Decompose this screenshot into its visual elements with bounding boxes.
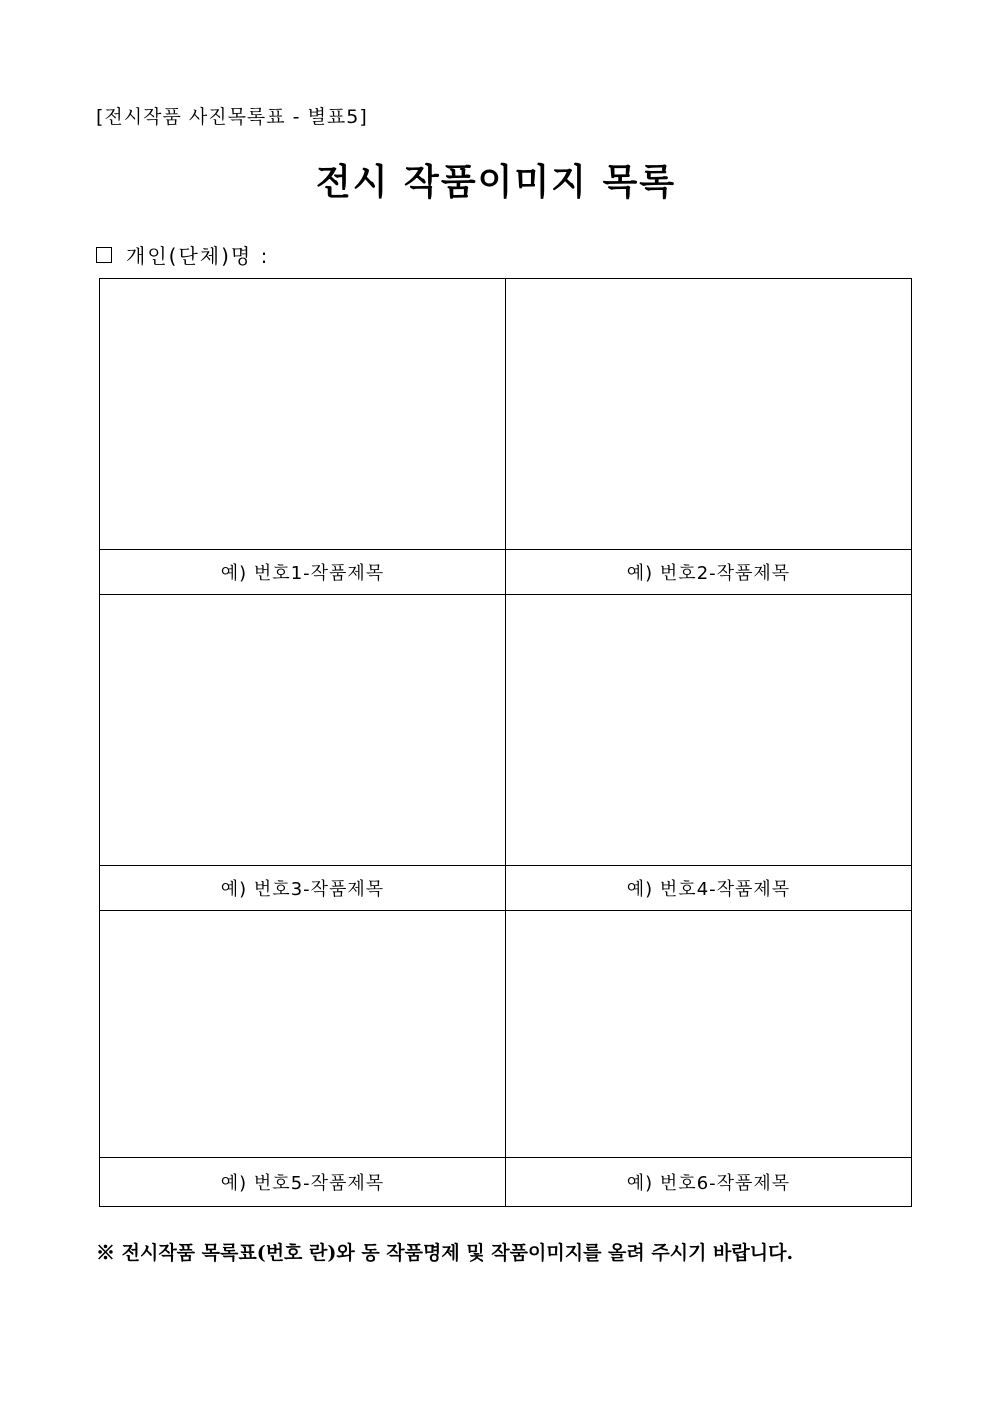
image-placeholder-3[interactable] — [100, 595, 506, 866]
image-placeholder-1[interactable] — [100, 279, 506, 550]
image-caption-5: 예) 번호5-작품제목 — [100, 1158, 506, 1207]
image-placeholder-4[interactable] — [506, 595, 912, 866]
image-caption-6: 예) 번호6-작품제목 — [506, 1158, 912, 1207]
image-list-table — [99, 278, 912, 1207]
image-placeholder-5[interactable] — [100, 911, 506, 1158]
applicant-name-label: 개인(단체)명 : — [126, 244, 270, 268]
image-caption-2: 예) 번호2-작품제목 — [506, 550, 912, 595]
page-title: 전시 작품이미지 목록 — [315, 162, 677, 203]
image-placeholder-6[interactable] — [506, 911, 912, 1158]
applicant-name-row — [96, 240, 269, 269]
footer-note: ※ 전시작품 목록표(번호 란)와 동 작품명제 및 작품이미지를 올려 주시기 바랍니다. — [96, 1242, 794, 1264]
image-caption-1: 예) 번호1-작품제목 — [100, 550, 506, 595]
checkbox-icon[interactable] — [96, 247, 112, 263]
image-caption-4: 예) 번호4-작품제목 — [506, 866, 912, 911]
image-placeholder-2[interactable] — [506, 279, 912, 550]
image-caption-3: 예) 번호3-작품제목 — [100, 866, 506, 911]
document-label: [전시작품 사진목록표 - 별표5] — [96, 106, 368, 128]
